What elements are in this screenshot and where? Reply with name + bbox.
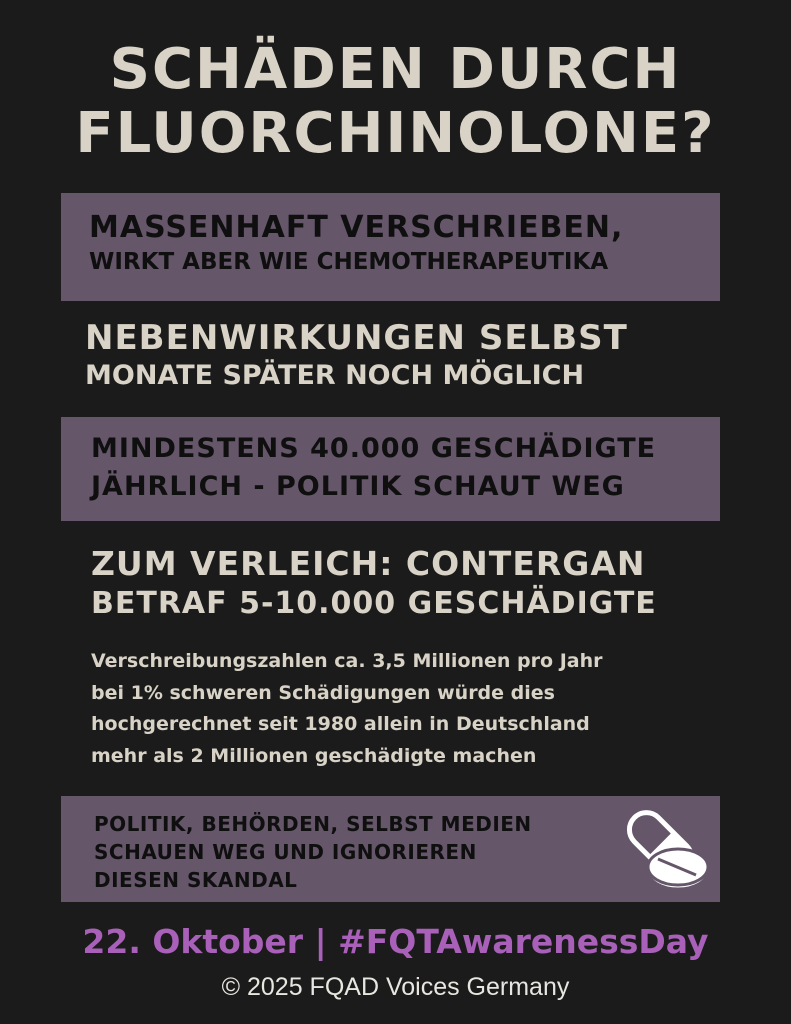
headline-line-2: FLUORCHINOLONE? bbox=[75, 101, 716, 166]
mass-prescribed-box bbox=[61, 193, 720, 301]
victims-line-2: JÄHRLICH - POLITIK SCHAUT WEG bbox=[91, 471, 625, 502]
paragraph-line: bei 1% schweren Schädigungen würde dies bbox=[91, 681, 555, 704]
side-effects-block bbox=[85, 318, 628, 394]
copyright-notice: © 2025 FQAD Voices Germany bbox=[221, 973, 570, 1001]
comparison-subtitle: BETRAF 5-10.000 GESCHÄDIGTE bbox=[91, 586, 657, 621]
comparison-title: ZUM VERLEICH: CONTERGAN bbox=[91, 544, 646, 583]
scandal-line-3: DIESEN SKANDAL bbox=[94, 868, 298, 892]
awareness-day-hashtag: 22. Oktober | #FQTAwarenessDay bbox=[82, 922, 709, 961]
paragraph-line: Verschreibungszahlen ca. 3,5 Millionen pro Jahr bbox=[91, 650, 603, 672]
scandal-line-1: POLITIK, BEHÖRDEN, SELBST MEDIEN bbox=[94, 812, 532, 836]
paragraph-line: hochgerechnet seit 1980 allein in Deutschland bbox=[91, 713, 590, 735]
side-effects-title: NEBENWIRKUNGEN SELBST bbox=[85, 318, 628, 358]
side-effects-subtitle: MONATE SPÄTER NOCH MÖGLICH bbox=[85, 360, 585, 391]
victims-line-1: MINDESTENS 40.000 GESCHÄDIGTE bbox=[91, 433, 657, 464]
statistics-paragraph bbox=[91, 646, 731, 772]
pills-icon bbox=[612, 801, 712, 897]
comparison-block bbox=[91, 544, 657, 624]
headline-line-1: SCHÄDEN DURCH bbox=[109, 37, 682, 102]
paragraph-line: mehr als 2 Millionen geschädigte machen bbox=[91, 744, 537, 767]
victims-box bbox=[61, 417, 720, 521]
poster-headline bbox=[0, 38, 791, 166]
scandal-line-2: SCHAUEN WEG UND IGNORIEREN bbox=[94, 840, 477, 864]
mass-prescribed-subtitle: WIRKT ABER WIE CHEMOTHERAPEUTIKA bbox=[89, 249, 609, 275]
mass-prescribed-title: MASSENHAFT VERSCHRIEBEN, bbox=[89, 210, 624, 245]
